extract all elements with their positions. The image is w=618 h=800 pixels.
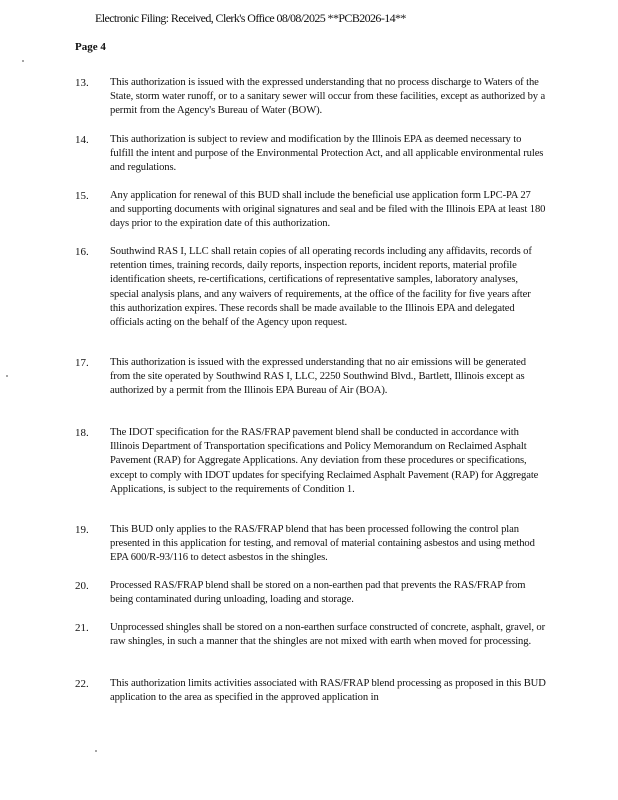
scan-speck xyxy=(6,375,8,377)
condition-text: This BUD only applies to the RAS/FRAP blend that has been processed following the control plan presented in this application for testing, and removal of material containing asbestos and using method EPA 600/R-93/116 to detect asbestos in the shingles. xyxy=(110,524,535,564)
page-number-label: Page 4 xyxy=(75,41,106,53)
condition-number: 16. xyxy=(75,246,89,258)
condition-number: 17. xyxy=(75,357,89,369)
scan-speck xyxy=(22,60,24,62)
condition-number: 20. xyxy=(75,580,89,592)
condition-text: Any application for renewal of this BUD shall include the beneficial use application form LPC-PA 27 and supporting documents with original signatures and seal and be filed with the Illinois EPA at least 180 days prior to the expiration date of this authorization. xyxy=(110,190,546,230)
condition-text: This authorization limits activities associated with RAS/FRAP blend processing as proposed in this BUD application to the area as specified in the approved application in xyxy=(110,678,546,704)
condition-number: 19. xyxy=(75,524,89,536)
condition-number: 22. xyxy=(75,678,89,690)
condition-number: 13. xyxy=(75,77,89,89)
condition-text: The IDOT specification for the RAS/FRAP pavement blend shall be conducted in accordance with Illinois Department of Transportation specifications and Policy Memorandum on Reclaimed Asphalt Pavement (RAP) for Aggregate Applications. Any deviation from these procedures or specifications, except to comply with IDOT updates for specifying Reclaimed Asphalt Pavement (RAP) for Aggregate Applications, is subject to the requirements of Condition 1. xyxy=(110,427,539,495)
condition-text: This authorization is issued with the expressed understanding that no air emissions will be generated from the site operated by Southwind RAS I, LLC, 2250 Southwind Blvd., Bartlett, Illinois except as authorized by a permit from the Illinois EPA Bureau of Air (BOA). xyxy=(110,357,526,397)
condition-text: Southwind RAS I, LLC shall retain copies of all operating records including any affidavits, records of retention times, training records, daily reports, inspection reports, incident reports, material profile identification sheets, re-certifications, certifications of representative samples, laboratory analyses, special analysis plans, and any waivers of requirements, at the office of the facility for five years after this authorization expires. These records shall be made available to the Illinois EPA and delegated officials acting on the behalf of the Agency upon request. xyxy=(110,246,532,329)
condition-number: 21. xyxy=(75,622,89,634)
filing-stamp: Electronic Filing: Received, Clerk's Office 08/08/2025 **PCB2026-14** xyxy=(95,11,406,25)
scan-speck xyxy=(95,750,97,752)
condition-text: This authorization is issued with the expressed understanding that no process discharge to Waters of the State, storm water runoff, or to a sanitary sewer will occur from these facilities, except as authorized by a permit from the Agency's Bureau of Water (BOW). xyxy=(110,77,546,117)
condition-text: This authorization is subject to review and modification by the Illinois EPA as deemed necessary to fulfill the intent and purpose of the Environmental Protection Act, and all applicable environmental rules and regulations. xyxy=(110,134,544,174)
condition-number: 18. xyxy=(75,427,89,439)
condition-text: Unprocessed shingles shall be stored on a non-earthen surface constructed of concrete, asphalt, gravel, or raw shingles, in such a manner that the shingles are not mixed with earth when moved for processing. xyxy=(110,622,546,648)
condition-text: Processed RAS/FRAP blend shall be stored on a non-earthen pad that prevents the RAS/FRAP from being contaminated during unloading, loading and storage. xyxy=(110,580,526,606)
condition-number: 14. xyxy=(75,134,89,146)
condition-number: 15. xyxy=(75,190,89,202)
